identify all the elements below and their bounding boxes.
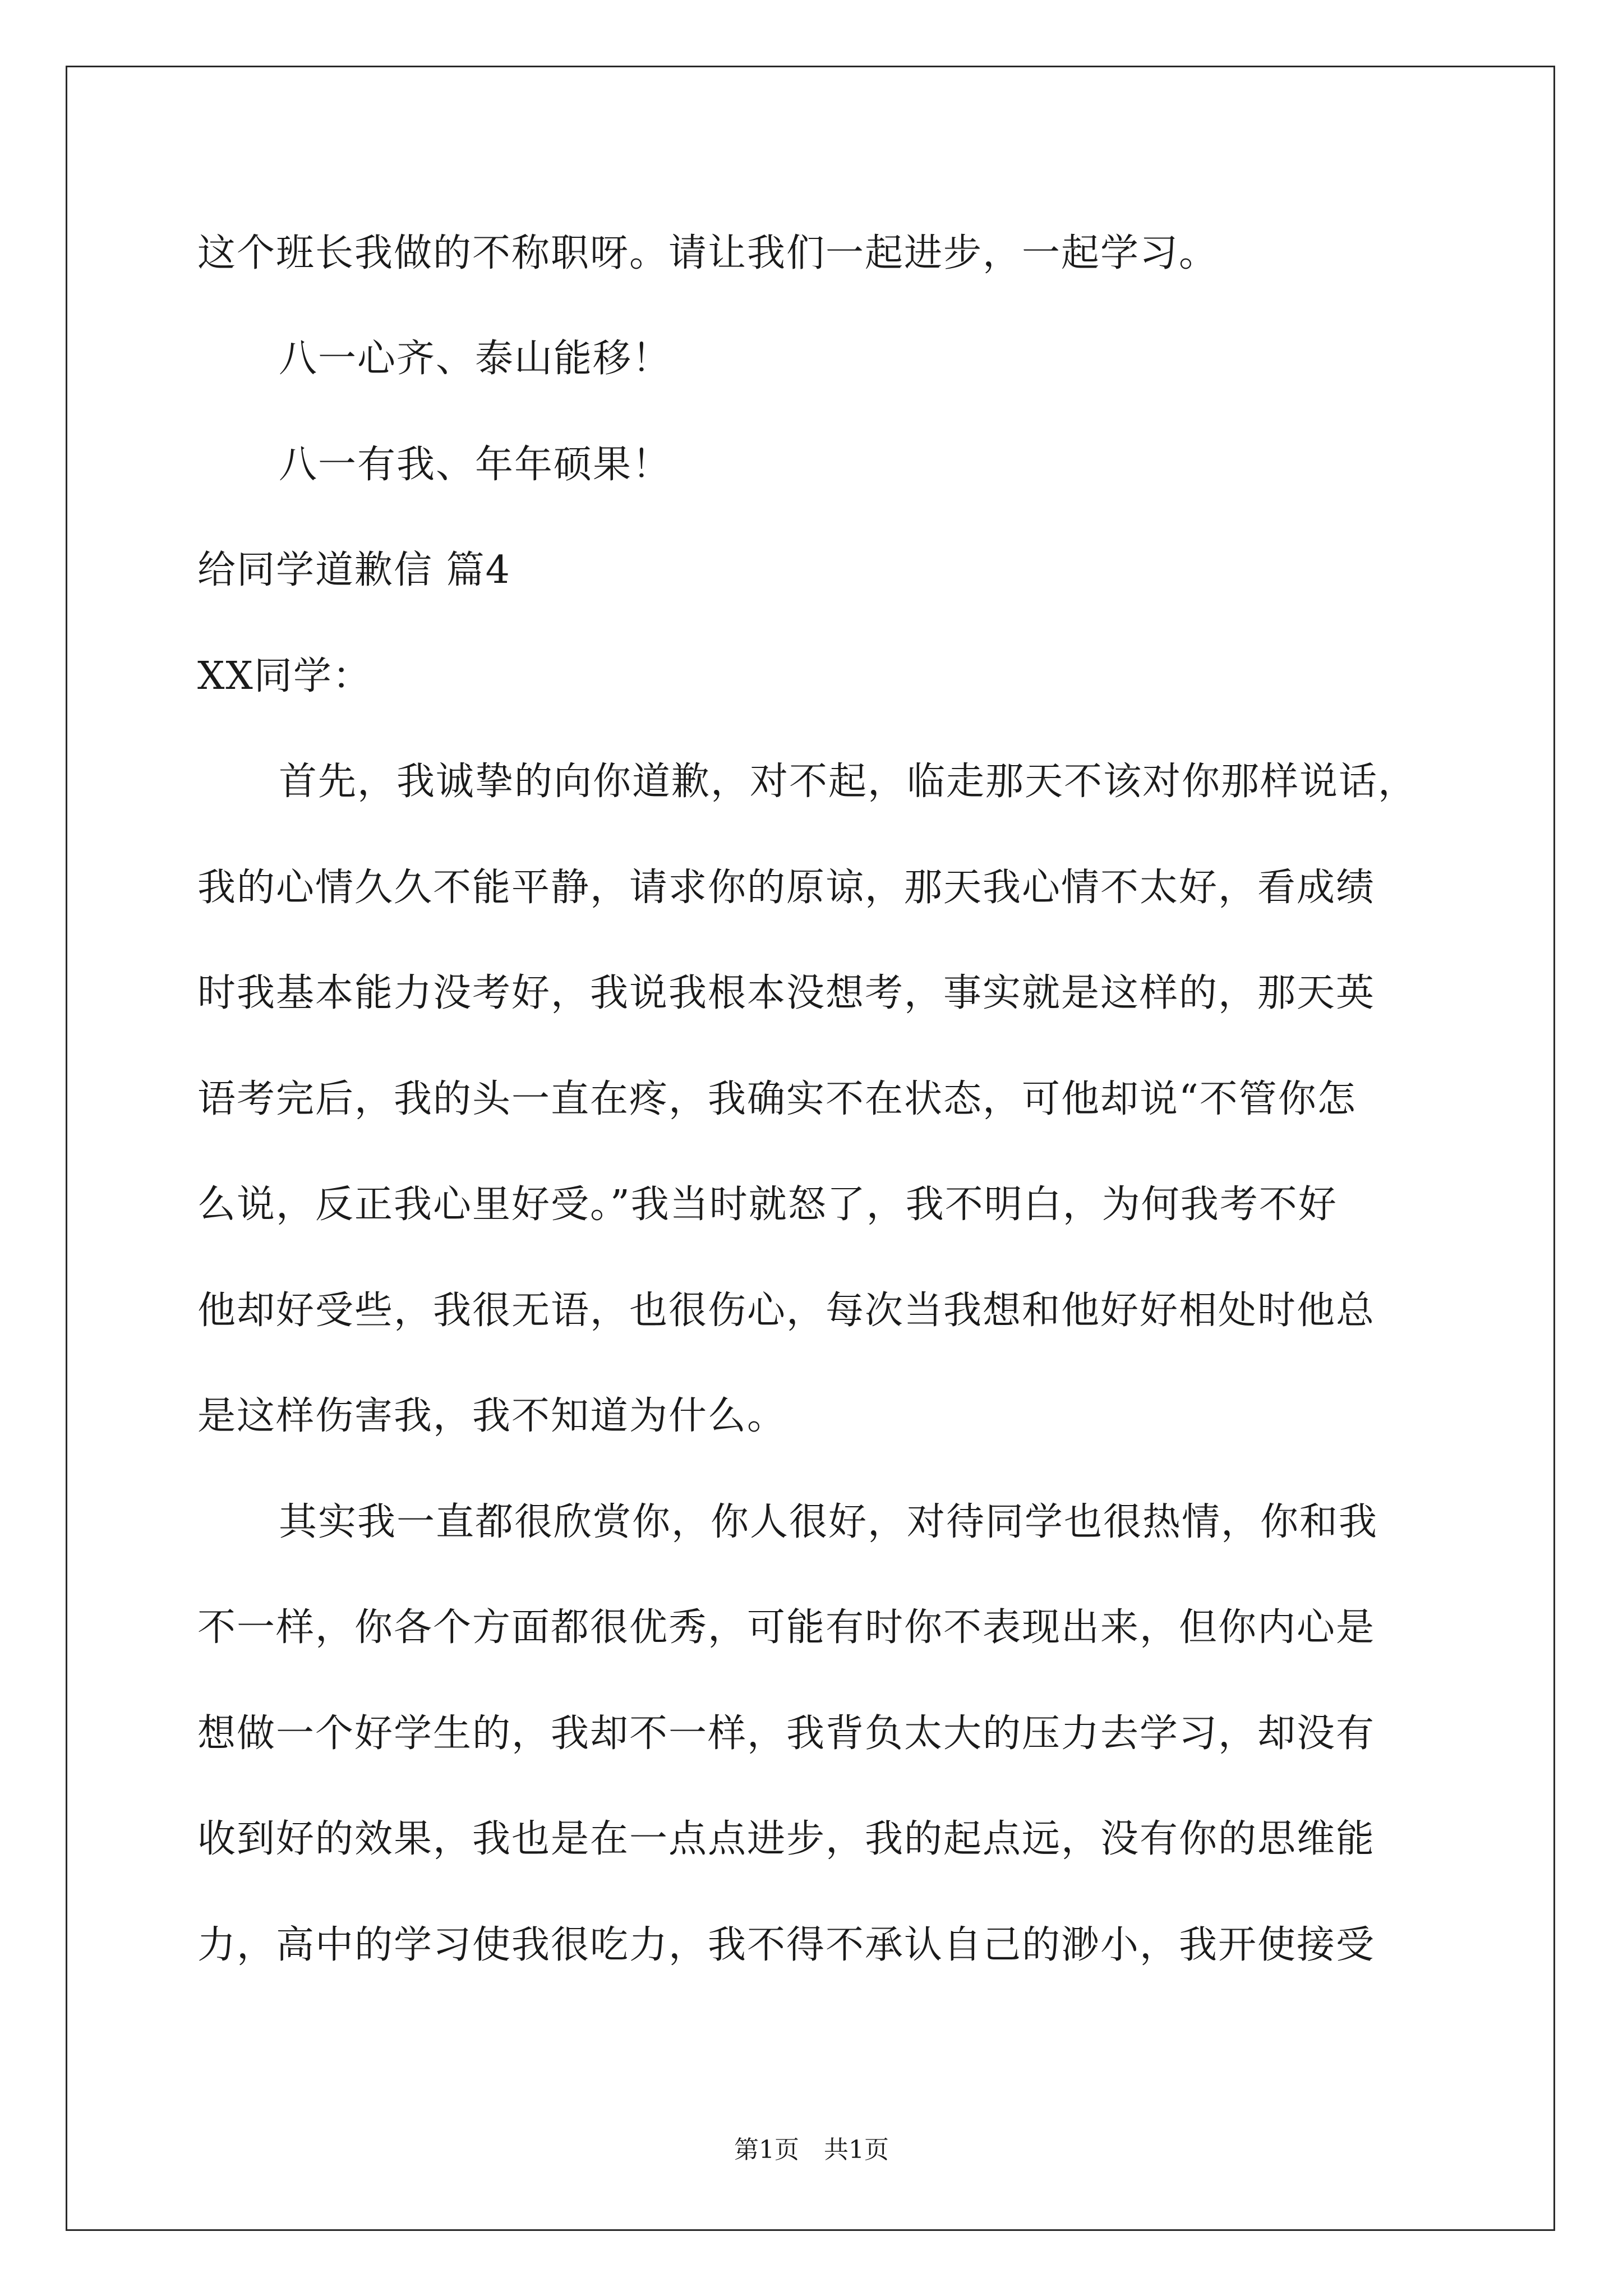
page-border [66, 66, 1555, 2231]
text-line: 收到好的效果，我也是在一点点进步，我的起点远，没有你的思维能 [197, 1817, 1376, 1861]
text-line: 其实我一直都很欣赏你，你人很好，对待同学也很热情，你和我 [279, 1500, 1378, 1544]
text-line: 语考完后，我的头一直在疼，我确实不在状态，可他却说“不管你怎 [197, 1077, 1357, 1121]
text-line: 首先，我诚挚的向你道歉，对不起，临走那天不该对你那样说话， [279, 760, 1418, 804]
text-line: 力，高中的学习使我很吃力，我不得不承认自己的渺小，我开使接受 [197, 1923, 1376, 1967]
text-line: 他却好受些，我很无语，也很伤心，每次当我想和他好好相处时他总 [197, 1289, 1376, 1333]
slogan-line: 八一心齐、泰山能移！ [279, 337, 672, 381]
text-line: 我的心情久久不能平静，请求你的原谅，那天我心情不太好，看成绩 [197, 866, 1376, 910]
text-line: 是这样伤害我，我不知道为什么。 [197, 1394, 787, 1438]
text-line: 想做一个好学生的，我却不一样，我背负太大的压力去学习，却没有 [197, 1711, 1376, 1756]
salutation: XX同学： [197, 654, 372, 698]
section-heading: 给同学道歉信 篇4 [197, 548, 511, 592]
slogan-line: 八一有我、年年硕果！ [279, 443, 672, 487]
text-line: 不一样，你各个方面都很优秀，可能有时你不表现出来，但你内心是 [197, 1605, 1376, 1650]
text-line: 时我基本能力没考好，我说我根本没想考，事实就是这样的，那天英 [197, 971, 1376, 1015]
page-number-footer: 第1页 共1页 [734, 2136, 889, 2164]
text-line: 这个班长我做的不称职呀。请让我们一起进步，一起学习。 [197, 231, 1219, 275]
text-line: 么说，反正我心里好受。”我当时就怒了，我不明白，为何我考不好 [197, 1182, 1338, 1227]
